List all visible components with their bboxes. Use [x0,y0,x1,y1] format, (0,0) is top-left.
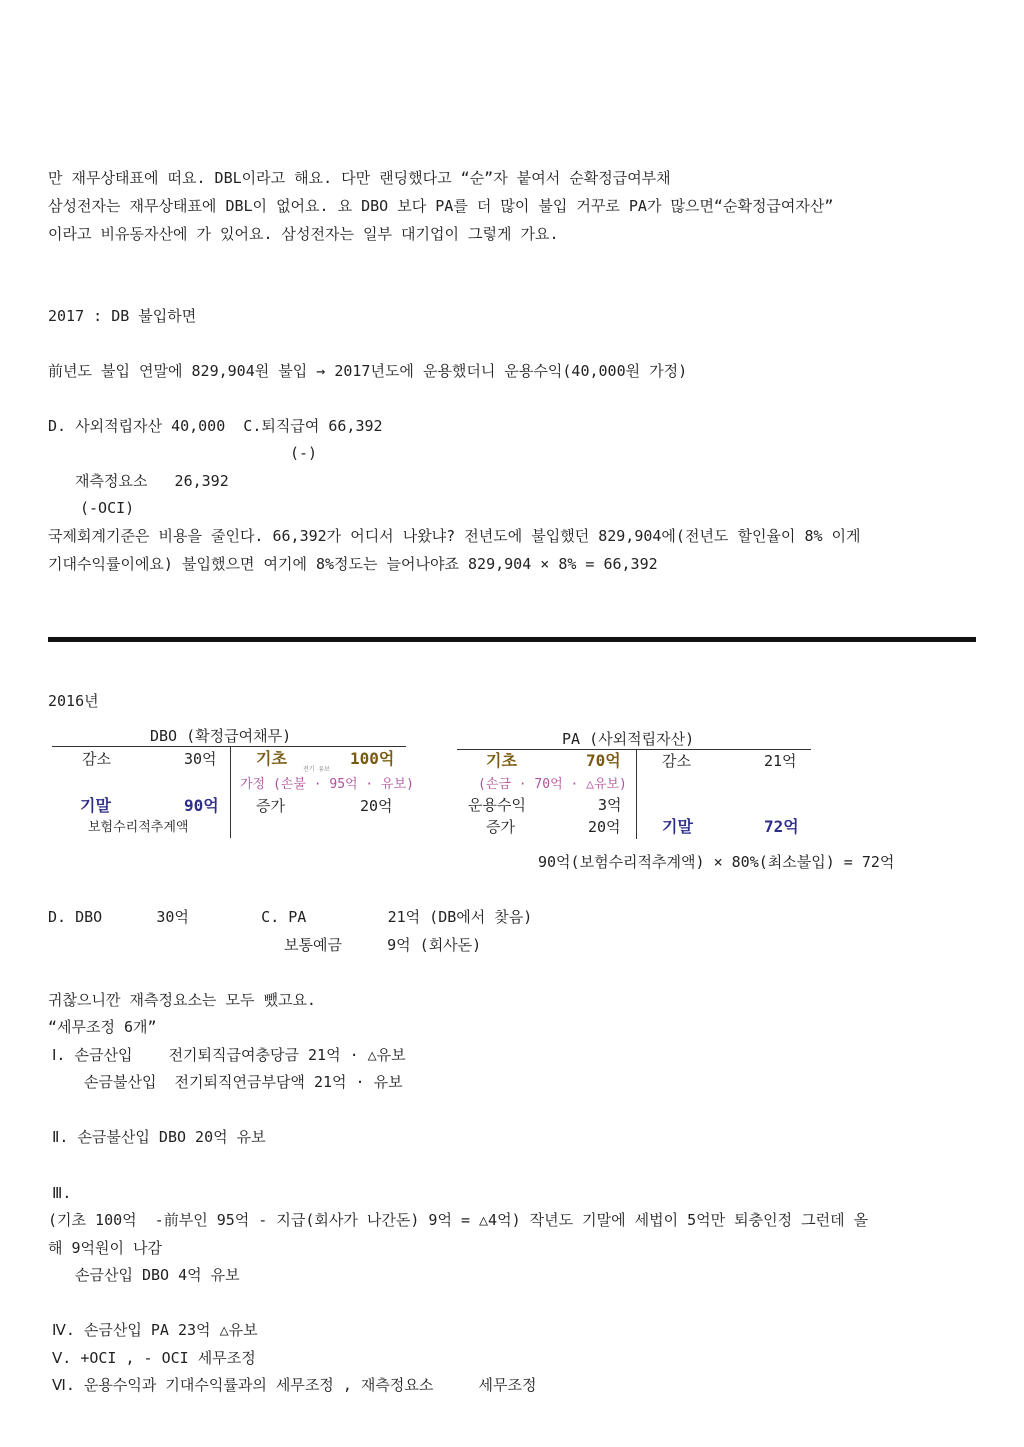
pa-decrease-value: 21억 [764,752,797,770]
adjustment-iii-line-c: 손금산입 DBO 4억 유보 [75,1266,240,1284]
pa-increase-value: 20억 [588,818,621,836]
dbo-decrease-label: 감소 [82,750,111,768]
journal-2016-line-2: 보통예금 9억 (회사돈) [284,936,482,954]
pa-begin-note: (손금 · 70억 · △유보) [478,777,627,792]
adjustment-iv: Ⅳ. 손금산입 PA 23억 △유보 [52,1321,258,1339]
pa-begin-value: 70억 [586,751,621,770]
journal-2016-line-1: D. DBO 30억 C. PA 21억 (DB에서 찾음) [48,908,533,926]
dbo-title: DBO (확정급여채무) [150,727,292,745]
journal-2017-remeasure: 재측정요소 26,392 [75,472,229,490]
section-2017-explanation-1: 국제회계기준은 비용을 줄인다. 66,392가 어디서 나왔냐? 전년도에 불입했던 829,904에(전년도 할인율이 8% 이게 [48,527,861,545]
pa-formula: 90억(보험수리적추계액) × 80%(최소불입) = 72억 [538,853,895,871]
adjustment-i-line-1: Ⅰ. 손금산입 전기퇴직급여충당금 21억 · △유보 [52,1046,406,1064]
pa-decrease-label: 감소 [662,752,691,770]
dbo-begin-label: 기초 [256,749,287,768]
intro-line-2: 삼성전자는 재무상태표에 DBL이 없어요. 요 DBO 보다 PA를 더 많이 불입 거꾸로 PA가 많으면“순확정급여자산” [48,197,834,215]
pa-end-label: 기말 [662,817,693,836]
pa-top-line [457,749,811,750]
adjustment-ii: Ⅱ. 손금불산입 DBO 20억 유보 [52,1128,266,1146]
pa-end-value: 72억 [764,817,799,836]
section-divider [48,637,976,642]
section-2017-line: 前년도 불입 연말에 829,904원 불입 → 2017년도에 운용했더니 운용수익(40,000원 가정) [48,362,688,380]
pa-return-value: 3억 [598,796,622,814]
dbo-middle-line [230,746,231,838]
adjustment-v: Ⅴ. +OCI , - OCI 세무조정 [52,1349,256,1367]
adjustment-i-line-2: 손금불산입 전기퇴직연금부담액 21억 · 유보 [84,1073,403,1091]
pa-middle-line [636,749,637,839]
dbo-top-line [52,746,406,747]
pa-begin-label: 기초 [486,751,517,770]
dbo-begin-value: 100억 [350,749,395,768]
dbo-increase-value: 20억 [360,797,393,815]
dbo-end-note: 보험수리적추계액 [88,820,189,835]
dbo-end-value: 90억 [184,796,219,815]
adjustment-iii-line-b: 해 9억원이 나감 [48,1239,163,1257]
dbo-assumption-note: 가정 (손불 · 95억 · 유보) [240,777,414,792]
adjustment-vi: Ⅵ. 운용수익과 기대수익률과의 세무조정 , 재측정요소 세무조정 [52,1376,537,1394]
intro-line-3: 이라고 비유동자산에 가 있어요. 삼성전자는 일부 대기업이 그렇게 가요. [48,225,559,243]
journal-2017-debit-credit: D. 사외적립자산 40,000 C.퇴직급여 66,392 [48,417,383,435]
pa-return-label: 운용수익 [468,796,526,814]
adjustment-iii: Ⅲ. [52,1184,72,1202]
journal-2017-oci: (-OCI) [80,499,135,517]
adjustment-iii-line-a: (기초 100억 -前부인 95억 - 지급(회사가 나간돈) 9억 = △4억) 작년도 기말에 세법이 5억만 퇴충인정 그런데 올 [48,1211,869,1229]
section-2016-year: 2016년 [48,692,99,710]
dbo-tiny-note: 전기 유보 [303,766,330,773]
section-2017-explanation-2: 기대수익률이에요) 불입했으면 여기에 8%정도는 늘어나야죠 829,904 × 8% = 66,392 [48,555,658,573]
dbo-increase-label: 증가 [256,797,285,815]
pa-increase-label: 증가 [486,818,515,836]
section-2017-title: 2017 : DB 불입하면 [48,307,197,325]
dbo-decrease-value: 30억 [184,750,217,768]
journal-2017-minus: (-) [290,444,318,462]
pa-title: PA (사외적립자산) [562,730,695,748]
adjustments-title: “세무조정 6개” [48,1018,157,1036]
adjustments-intro: 귀찮으니깐 재측정요소는 모두 뺐고요. [48,991,316,1009]
dbo-end-label: 기말 [80,796,111,815]
intro-line-1: 만 재무상태표에 떠요. DBL이라고 해요. 다만 랜딩했다고 “순”자 붙여서 순확정급여부채 [48,169,671,187]
